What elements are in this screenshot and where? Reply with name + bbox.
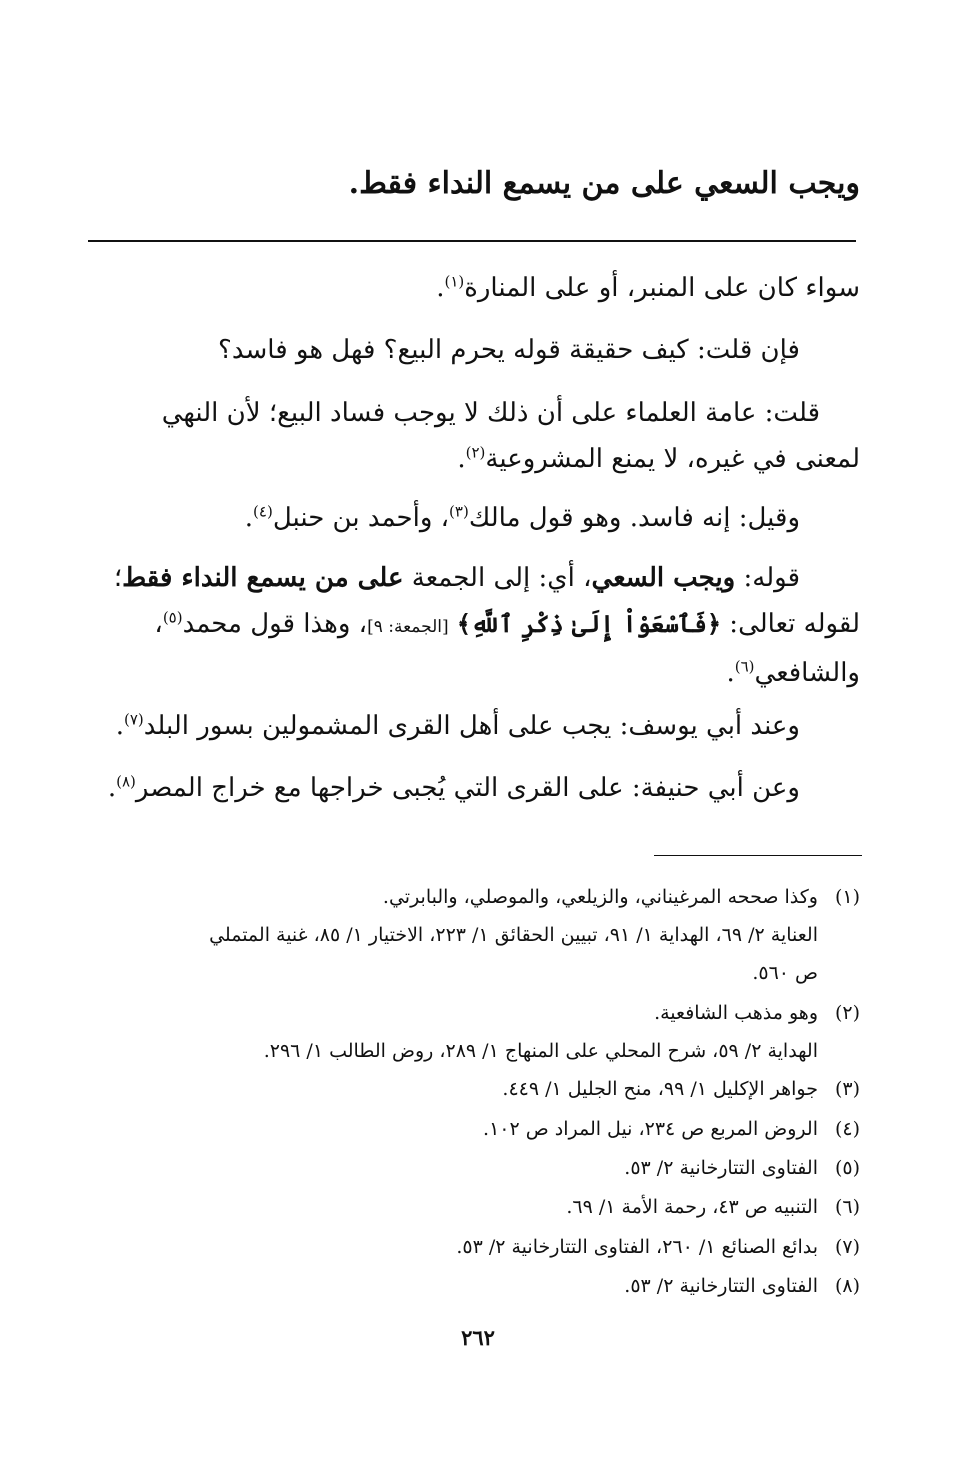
footnote-ref-1[interactable]: (١) xyxy=(444,272,465,291)
footnote-7 xyxy=(90,1228,860,1266)
footnote-4-text: الروض المربع ص ٢٣٤، نيل المراد ص ١٠٢. xyxy=(483,1118,818,1140)
quran-verse: ﴿فَٱسْعَوْاْ إِلَىٰ ذِكْرِ ٱللَّهِ﴾ xyxy=(456,609,722,638)
paragraph-1-text: سواء كان على المنبر، أو على المنارة xyxy=(464,273,860,303)
paragraph-3-end: . xyxy=(457,444,466,474)
footnote-2 xyxy=(90,994,860,1070)
paragraph-5-text-2: ؛ xyxy=(113,563,123,593)
paragraph-5-end: . xyxy=(726,658,735,688)
footnote-8-text: الفتاوى التتارخانية ٢/ ٥٣. xyxy=(624,1275,818,1297)
footnote-2-line-1 xyxy=(90,994,860,1032)
verse-reference: [الجمعة: ٩] xyxy=(367,617,449,637)
paragraph-4-text-2: ، وأحمد بن حنبل xyxy=(272,503,450,533)
paragraph-5-line-2 xyxy=(88,601,860,650)
paragraph-4-end: . xyxy=(244,503,254,533)
paragraph-3-line-2-text: لمعنى في غيره، لا يمنع المشروعية xyxy=(485,444,860,474)
paragraph-7-end: . xyxy=(107,773,117,803)
footnote-4-number: (٤) xyxy=(834,1118,860,1140)
footnote-2-text-1: وهو مذهب الشافعية. xyxy=(654,1002,818,1024)
footnote-ref-6[interactable]: (٦) xyxy=(734,657,755,676)
paragraph-3 xyxy=(88,390,860,482)
footnote-5-number: (٥) xyxy=(834,1157,860,1179)
footnote-1-number: (١) xyxy=(834,886,860,908)
footnote-ref-2[interactable]: (٢) xyxy=(465,443,486,462)
footnote-3-text: جواهر الإكليل ١/ ٩٩، منح الجليل ١/ ٤٤٩. xyxy=(502,1078,818,1100)
footnote-ref-7[interactable]: (٧) xyxy=(123,710,144,729)
paragraph-2 xyxy=(88,327,860,373)
footnote-4 xyxy=(90,1110,860,1148)
paragraph-7 xyxy=(88,765,860,811)
footnote-ref-8[interactable]: (٨) xyxy=(116,772,136,791)
footnote-1-text-3: ص ٥٦٠. xyxy=(752,962,818,984)
paragraph-5 xyxy=(88,555,860,696)
paragraph-5-line-3-text: والشافعي xyxy=(754,658,860,688)
footnote-5-text: الفتاوى التتارخانية ٢/ ٥٣. xyxy=(624,1157,818,1179)
footnote-1 xyxy=(90,878,860,992)
paragraph-4 xyxy=(88,495,860,541)
paragraph-1-end: . xyxy=(436,273,445,303)
footnote-1-text-2: العناية ٢/ ٦٩، الهداية ١/ ٩١، تبيين الحقائق ١/ ٢٢٣، الاختيار ١/ ٨٥، غنية المتملي xyxy=(209,924,818,946)
matn-quote-1: ويجب السعي xyxy=(591,563,736,593)
page-number: ٢٦٢ xyxy=(461,1325,495,1350)
paragraph-7-text: وعن أبي حنيفة: على القرى التي يُجبى خراجها مع خراج المصر xyxy=(135,773,800,803)
paragraph-5-line-3 xyxy=(88,650,860,696)
footnote-3 xyxy=(90,1070,860,1108)
footnote-3-number: (٣) xyxy=(834,1078,860,1100)
footnote-ref-5[interactable]: (٥) xyxy=(162,608,183,627)
footnote-6 xyxy=(90,1188,860,1226)
matn-quote-2: على من يسمع النداء فقط xyxy=(122,563,404,593)
footnote-ref-3[interactable]: (٣) xyxy=(449,502,469,521)
paragraph-5-lead: قوله: xyxy=(735,563,800,593)
paragraph-6 xyxy=(88,703,860,749)
paragraph-5-line-2a: لقوله تعالى: xyxy=(721,609,860,639)
footnote-5 xyxy=(90,1149,860,1187)
footnote-divider xyxy=(654,855,862,856)
paragraph-5-text-1: ، أي: إلى الجمعة xyxy=(403,563,592,593)
header-divider xyxy=(88,240,856,242)
paragraph-5-line-1 xyxy=(88,555,860,601)
paragraph-3-line-1: قلت: عامة العلماء على أن ذلك لا يوجب فساد البيع؛ لأن النهي xyxy=(161,398,820,428)
footnote-2-number: (٢) xyxy=(834,1002,860,1024)
footnote-1-line-1 xyxy=(90,878,860,916)
footnote-6-number: (٦) xyxy=(834,1196,860,1218)
footnote-ref-4[interactable]: (٤) xyxy=(253,502,273,521)
footnote-7-number: (٧) xyxy=(834,1236,860,1258)
paragraph-5-line-2b: ، وهذا قول محمد xyxy=(182,609,368,639)
paragraph-6-end: . xyxy=(115,711,124,741)
footnote-2-text-2: الهداية ٢/ ٥٩، شرح المحلي على المنهاج ١/ ٢٨٩، روض الطالب ١/ ٢٩٦. xyxy=(263,1040,818,1062)
footnote-7-text: بدائع الصنائع ١/ ٢٦٠، الفتاوى التتارخانية ٢/ ٥٣. xyxy=(456,1236,818,1258)
paragraph-5-line-2c: ، xyxy=(154,609,163,639)
footnote-6-text: التنبيه ص ٤٣، رحمة الأمة ١/ ٦٩. xyxy=(566,1196,818,1218)
paragraph-4-text-1: وقيل: إنه فاسد. وهو قول مالك xyxy=(468,503,800,533)
footnote-1-text-1: وكذا صححه المرغيناني، والزيلعي، والموصلي، والبابرتي. xyxy=(382,886,818,908)
running-header: ويجب السعي على من يسمع النداء فقط. xyxy=(348,166,860,201)
paragraph-1 xyxy=(88,265,860,311)
paragraph-6-text: وعند أبي يوسف: يجب على أهل القرى المشمولين بسور البلد xyxy=(143,711,800,741)
footnote-8 xyxy=(90,1267,860,1305)
paragraph-3-line-2 xyxy=(88,436,860,482)
footnote-8-number: (٨) xyxy=(834,1275,860,1297)
paragraph-2-text: فإن قلت: كيف حقيقة قوله يحرم البيع؟ فهل هو فاسد؟ xyxy=(218,335,800,365)
